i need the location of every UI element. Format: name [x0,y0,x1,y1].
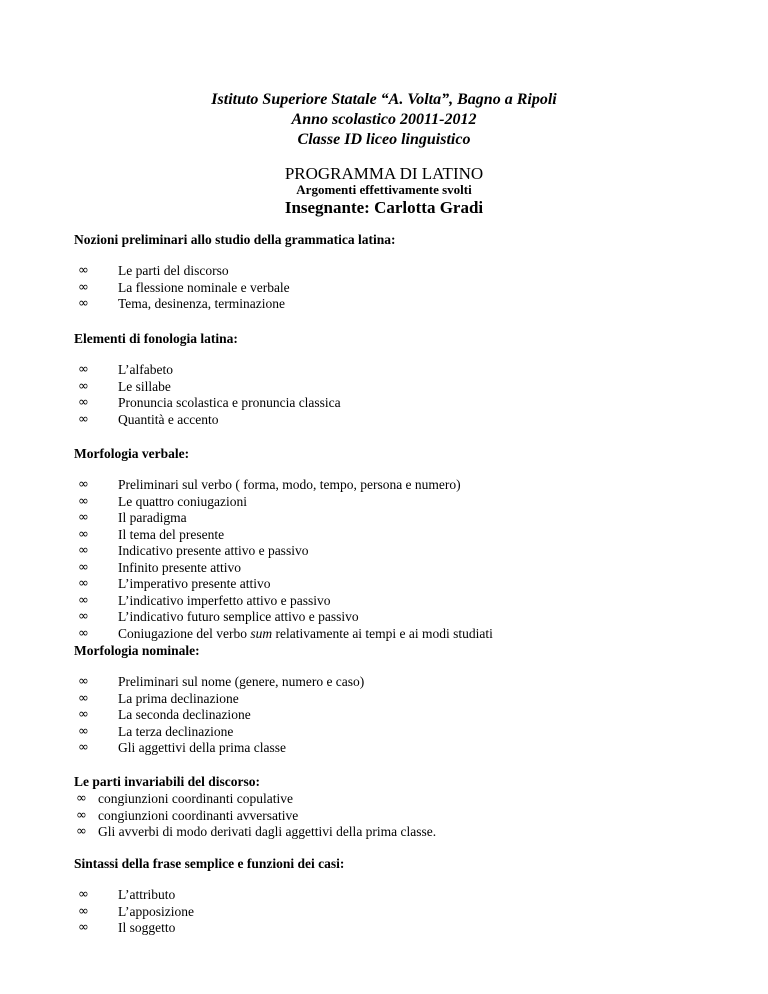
list-item: ∞ L’alfabeto [78,362,173,377]
list-item: ∞ Indicativo presente attivo e passivo [78,543,309,558]
bullet-icon: ∞ [78,625,89,641]
bullet-icon: ∞ [78,740,89,755]
list-item: ∞ Le sillabe [78,378,171,394]
verb-sum: sum [250,625,273,641]
bullet-icon: ∞ [78,887,89,902]
section-title: Sintassi della frase semplice e funzioni dei casi: [74,856,345,871]
section-morfologia-nominale [74,643,694,757]
list-item: ∞ La seconda declinazione [78,707,251,722]
section-list [74,263,694,313]
bullet-icon: ∞ [78,493,89,509]
section-list [74,362,694,428]
bullet-icon: ∞ [76,791,87,806]
teacher-name: Insegnante: Carlotta Gradi [284,198,484,217]
list-item: ∞ L’indicativo imperfetto attivo e passivo [78,592,331,608]
section-title: Elementi di fonologia latina: [74,331,238,346]
section-parti-invariabili [74,774,694,841]
bullet-icon: ∞ [78,723,89,739]
bullet-icon: ∞ [78,543,89,558]
bullet-icon: ∞ [78,707,89,722]
bullet-icon: ∞ [78,411,89,427]
list-item: ∞ L’attributo [78,887,176,902]
class-name: Classe ID liceo linguistico [297,131,471,148]
section-list [74,887,694,937]
bullet-icon: ∞ [78,362,89,377]
bullet-icon: ∞ [78,674,89,689]
list-item: ∞ Le quattro coniugazioni [78,493,247,509]
bullet-icon: ∞ [78,609,89,624]
list-item: ∞ Gli aggettivi della prima classe [78,740,286,755]
list-item: ∞ Tema, desinenza, terminazione [78,296,285,311]
list-item: ∞ La flessione nominale e verbale [78,279,290,295]
list-item: ∞ L’apposizione [78,903,194,919]
section-list [74,791,694,841]
list-item: ∞ Il soggetto [78,920,176,935]
bullet-icon: ∞ [78,296,89,311]
list-item: ∞ Preliminari sul nome (genere, numero e caso) [78,674,365,689]
list-item: ∞ Il tema del presente [78,526,225,542]
bullet-icon: ∞ [78,510,89,525]
bullet-icon: ∞ [78,920,89,935]
list-item: ∞ L’indicativo futuro semplice attivo e passivo [78,609,359,624]
list-item: ∞ Gli avverbi di modo derivati dagli aggettivi della prima classe. [76,824,437,839]
list-item: ∞ Coniugazione del verbo sum relativamente ai tempi e ai modi studiati [78,625,493,641]
section-title: Morfologia nominale: [74,643,200,658]
section-list [74,477,694,642]
bullet-icon: ∞ [76,807,87,823]
list-item: ∞ Le parti del discorso [78,263,229,278]
program-title: PROGRAMMA DI LATINO [284,164,484,183]
section-morfologia-verbale [74,446,694,642]
bullet-icon: ∞ [78,559,89,575]
bullet-icon: ∞ [78,690,89,706]
bullet-icon: ∞ [78,378,89,394]
school-name: Istituto Superiore Statale “A. Volta”, Bagno a Ripoli [211,91,557,108]
school-header [0,90,768,150]
school-year: Anno scolastico 20011-2012 [291,111,477,128]
bullet-icon: ∞ [78,526,89,542]
section-fonologia [74,331,694,428]
list-item: ∞ La terza declinazione [78,723,234,739]
bullet-icon: ∞ [78,903,89,919]
list-item: ∞ L’imperativo presente attivo [78,576,271,591]
bullet-icon: ∞ [76,824,87,839]
bullet-icon: ∞ [78,279,89,295]
list-item: ∞ Quantità e accento [78,411,219,427]
list-item: ∞ congiunzioni coordinanti copulative [76,791,293,806]
section-title: Le parti invariabili del discorso: [74,774,261,789]
list-item: ∞ Il paradigma [78,510,187,525]
bullet-icon: ∞ [78,592,89,608]
bullet-icon: ∞ [78,477,89,492]
bullet-icon: ∞ [78,395,89,410]
list-item: ∞ Pronuncia scolastica e pronuncia classica [78,395,341,410]
section-title: Morfologia verbale: [74,446,190,461]
section-title: Nozioni preliminari allo studio della grammatica latina: [74,232,396,247]
program-subtitle: Argomenti effettivamente svolti [296,182,472,197]
bullet-icon: ∞ [78,576,89,591]
section-sintassi [74,856,694,937]
section-list [74,674,694,757]
bullet-icon: ∞ [78,263,89,278]
list-item: ∞ La prima declinazione [78,690,239,706]
section-nozioni-preliminari [74,232,694,313]
list-item: ∞ congiunzioni coordinanti avversative [76,807,299,823]
list-item: ∞ Infinito presente attivo [78,559,241,575]
list-item: ∞ Preliminari sul verbo ( forma, modo, tempo, persona e numero) [78,477,461,492]
